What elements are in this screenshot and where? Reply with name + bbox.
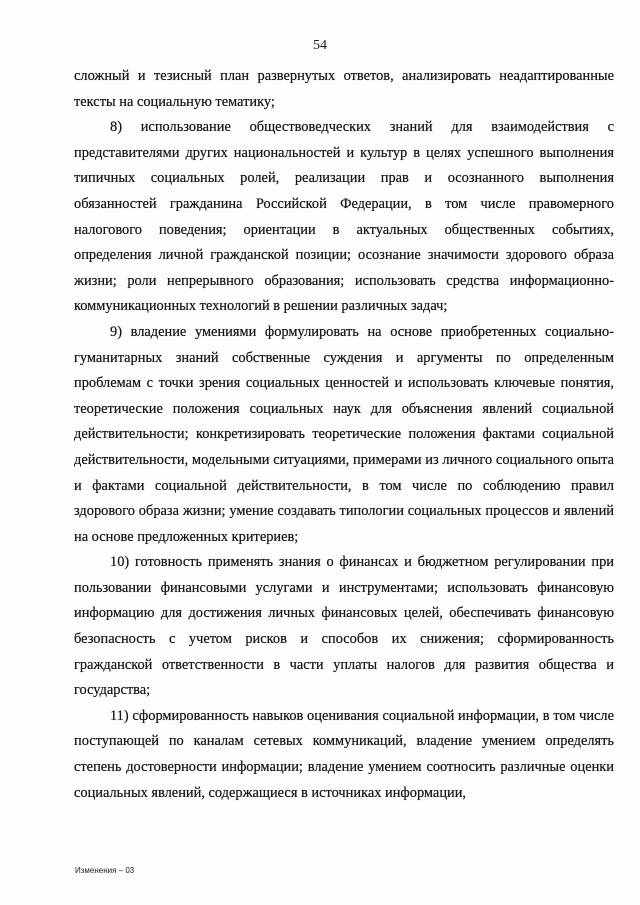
- paragraph-item-11: 11) сформированность навыков оценивания социальной информации, в том числе поступающей по каналам сетевых коммуникаций, владение умением определять степень достоверности информации; владение умением соотносить различные оценки социальных явлений, содержащиеся в источниках информации,: [74, 707, 614, 801]
- paragraph-item-9: 9) владение умениями формулировать на основе приобретенных социально-гуманитарных знаний собственные суждения и аргументы по определенным проблемам с точки зрения социальных ценностей и использовать ключевые понятия, теоретические положения социальных наук для объяснения явлений социальной действительности; конкретизировать теоретические положения фактами социальной действительности, модельными ситуациями, примерами из личного социального опыта и фактами социальной действительности, в том числе по соблюдению правил здорового образа жизни; умение создавать типологии социальных процессов и явлений на основе предложенных критериев;: [74, 323, 614, 545]
- body-text: [74, 64, 614, 806]
- page-number: 54: [313, 38, 327, 53]
- paragraph: сложный и тезисный план развернутых ответов, анализировать неадаптированные тексты на социальную тематику;: [74, 68, 614, 110]
- paragraph-item-10: 10) готовность применять знания о финансах и бюджетном регулировании при пользовании финансовыми услугами и инструментами; использовать финансовую информацию для достижения личных финансовых целей, обеспечивать финансовую безопасность с учетом рисков и способов их снижения; сформированность гражданской ответственности в части уплаты налогов для развития общества и государства;: [74, 554, 614, 699]
- revision-footer: Изменения – 03: [75, 866, 135, 875]
- paragraph-item-8: 8) использование обществоведческих знаний для взаимодействия с представителями других национальностей и культур в целях успешного выполнения типичных социальных ролей, реализации прав и осознанного выполнения обязанностей гражданина Российской Федерации, в том числе правомерного налогового поведения; ориентации в актуальных общественных событиях, определения личной гражданской позиции; осознание значимости здорового образа жизни; роли непрерывного образования; использовать средства информационно-коммуникационных технологий в решении различных задач;: [74, 119, 614, 315]
